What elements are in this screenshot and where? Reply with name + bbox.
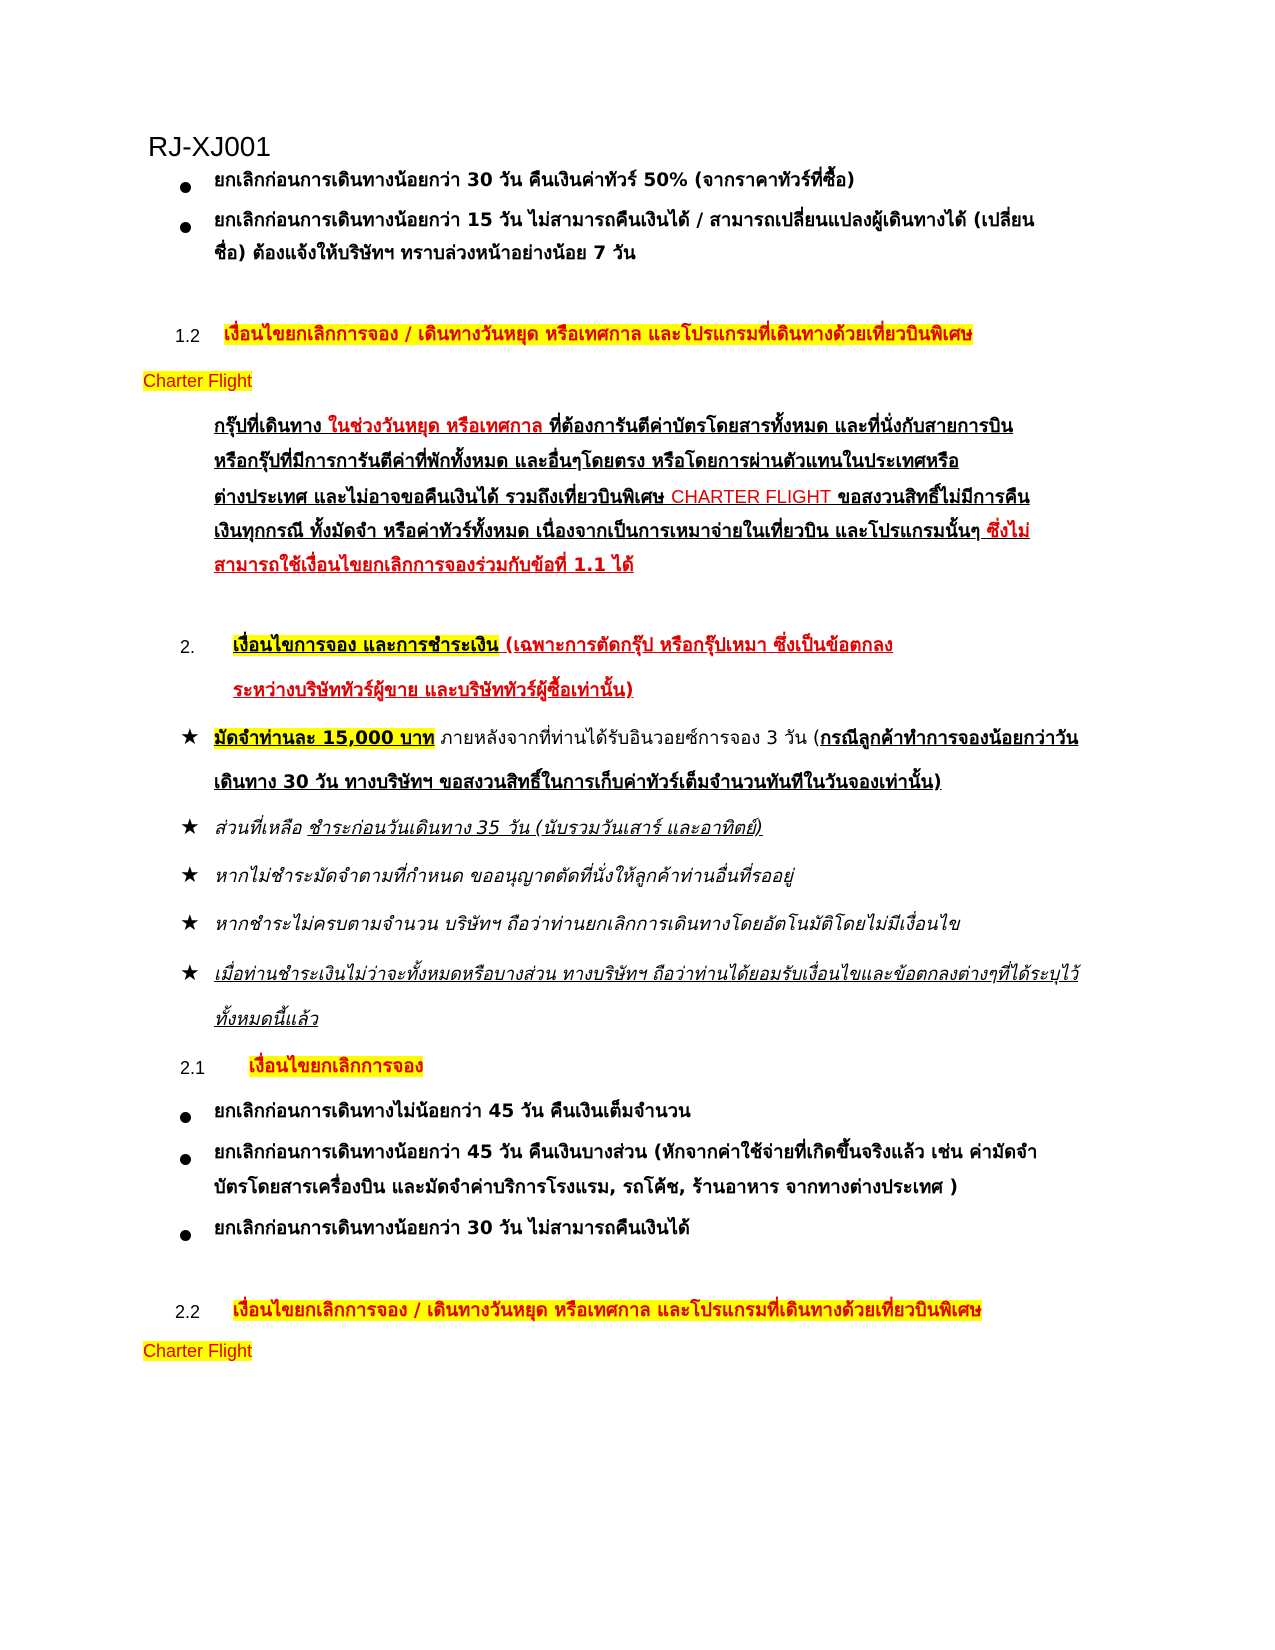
deposit-amount: มัดจำท่านละ 15,000 บาท <box>214 728 435 749</box>
section-1-2-title-text: เงื่อนไขยกเลิกการจอง / เดินทางวันหยุด หรือเทศกาล และโปรแกรมที่เดินทางด้วยเที่ยวบินพิเศษ <box>224 324 973 345</box>
s12-text: ต่างประเทศ และไม่อาจขอคืนเงินได้ รวมถึงเที่ยวบินพิเศษ <box>214 487 672 508</box>
section-2-1-title <box>249 1054 423 1080</box>
acceptance-rule-line-1: เมื่อท่านชำระเงินไม่ว่าจะทั้งหมดหรือบางส่วน ทางบริษัทฯ ถือว่าท่านได้ยอมรับเงื่อนไขและข้อตกลงต่างๆที่ได้ระบุไว้ <box>214 964 1079 985</box>
section-2-2-title-cont <box>143 1337 252 1365</box>
section-number-1-2: 1.2 <box>175 326 201 346</box>
incomplete-payment-rule: หากชำระไม่ครบตามจำนวน บริษัทฯ ถือว่าท่านยกเลิกการเดินทางโดยอัตโนมัติโดยไม่มีเงื่อนไข <box>214 914 960 935</box>
section-2-title <box>233 633 893 659</box>
s12-text: ที่ต้องการันตีค่าบัตรโดยสารทั้งหมด และที่นั่งกับสายการบิน <box>542 416 1014 437</box>
deposit-line-1 <box>214 726 1078 752</box>
s12-para-line-4 <box>214 519 1030 545</box>
section-2-2-title-text: เงื่อนไขยกเลิกการจอง / เดินทางวันหยุด หรือเทศกาล และโปรแกรมที่เดินทางด้วยเที่ยวบินพิเศษ <box>233 1300 982 1321</box>
deposit-condition: กรณีลูกค้าทำการจองน้อยกว่าวัน <box>820 728 1079 749</box>
star-icon: ★ <box>180 815 200 840</box>
s12-red-text: ซึ่งไม่ <box>986 521 1030 542</box>
deposit-line-2: เดินทาง 30 วัน ทางบริษัทฯ ขอสงวนสิทธิ์ในการเก็บค่าทัวร์เต็มจำนวนทันทีในวันจองเท่านั้น) <box>214 772 942 793</box>
star-icon: ★ <box>180 911 200 936</box>
section-number-2-1: 2.1 <box>180 1058 206 1078</box>
charter-flight-inline: CHARTER FLIGHT <box>671 486 832 507</box>
balance-rule <box>214 816 763 842</box>
balance-text: ส่วนที่เหลือ <box>214 818 308 839</box>
section-2-2-title <box>233 1298 982 1324</box>
section-2-note-cont: ระหว่างบริษัททัวร์ผู้ขาย และบริษัททัวร์ผู้ซื้อเท่านั้น) <box>233 680 634 701</box>
charter-flight-label: Charter Flight <box>143 371 253 391</box>
star-icon: ★ <box>180 725 200 750</box>
section-1-2-title <box>224 322 973 348</box>
s12-para-line-1 <box>214 414 1013 440</box>
cancel-rule-45-days: ยกเลิกก่อนการเดินทางไม่น้อยกว่า 45 วัน คืนเงินเต็มจำนวน <box>214 1101 691 1122</box>
star-icon: ★ <box>180 863 200 888</box>
bullet-dot-icon <box>180 182 191 193</box>
section-2-1-title-text: เงื่อนไขยกเลิกการจอง <box>249 1056 424 1077</box>
s12-para-line-3 <box>214 484 1030 511</box>
s12-text: เงินทุกกรณี ทั้งมัดจำ หรือค่าทัวร์ทั้งหมด เนื่องจากเป็นการเหมาจ่ายในเที่ยวบิน และโปรแกรมนั้นๆ <box>214 521 987 542</box>
acceptance-rule-line-2: ทั้งหมดนี้แล้ว <box>214 1009 318 1030</box>
cancel-rule-15-days: ยกเลิกก่อนการเดินทางน้อยกว่า 15 วัน ไม่สามารถคืนเงินได้ / สามารถเปลี่ยนแปลงผู้เดินทางได้ (เปลี่ยน <box>214 210 1035 231</box>
section-number-2-2: 2.2 <box>175 1302 201 1322</box>
section-2-note: (เฉพาะการตัดกรุ๊ป หรือกรุ๊ปเหมา ซึ่งเป็นข้อตกลง <box>498 635 894 656</box>
document-id: RJ-XJ001 <box>148 131 271 162</box>
bullet-dot-icon <box>180 222 191 233</box>
cancel-rule-15-days-cont: ชื่อ) ต้องแจ้งให้บริษัทฯ ทราบล่วงหน้าอย่างน้อย 7 วัน <box>214 243 636 264</box>
unpaid-deposit-rule: หากไม่ชำระมัดจำตามที่กำหนด ขออนุญาตตัดที่นั่งให้ลูกค้าท่านอื่นที่รออยู่ <box>214 866 793 887</box>
cancel-rule-partial-cont: บัตรโดยสารเครื่องบิน และมัดจำค่าบริการโรงแรม, รถโค้ช, ร้านอาหาร จากทางต่างประเทศ ) <box>214 1177 958 1198</box>
star-icon: ★ <box>180 961 200 986</box>
s12-holiday-text: ในช่วงวันหยุด หรือเทศกาล <box>328 416 543 437</box>
bullet-dot-icon <box>180 1112 191 1123</box>
balance-due: ชำระก่อนวันเดินทาง 35 วัน (นับรวมวันเสาร์ และอาทิตย์) <box>307 818 763 839</box>
s12-text: ขอสงวนสิทธิ์ไม่มีการคืน <box>831 487 1030 508</box>
cancel-rule-30-days: ยกเลิกก่อนการเดินทางน้อยกว่า 30 วัน คืนเงินค่าทัวร์ 50% (จากราคาทัวร์ที่ซื้อ) <box>214 170 855 191</box>
deposit-text: ภายหลังจากที่ท่านได้รับอินวอยซ์การจอง 3 วัน ( <box>434 728 821 749</box>
section-1-2-title-cont <box>143 367 252 395</box>
bullet-dot-icon <box>180 1154 191 1165</box>
section-2-title-text: เงื่อนไขการจอง และการชำระเงิน <box>233 635 499 656</box>
s12-para-line-2: หรือกรุ๊ปที่มีการการันตีค่าที่พักทั้งหมด และอื่นๆโดยตรง หรือโดยการผ่านตัวแทนในประเทศหรือ <box>214 451 960 472</box>
cancel-rule-30-days-no-refund: ยกเลิกก่อนการเดินทางน้อยกว่า 30 วัน ไม่สามารถคืนเงินได้ <box>214 1218 690 1239</box>
s12-text: กรุ๊ปที่เดินทาง <box>214 416 329 437</box>
s12-para-line-5: สามารถใช้เงื่อนไขยกเลิกการจองร่วมกับข้อที่ 1.1 ได้ <box>214 555 634 576</box>
bullet-dot-icon <box>180 1230 191 1241</box>
charter-flight-label: Charter Flight <box>143 1341 253 1361</box>
section-number-2: 2. <box>180 637 196 657</box>
cancel-rule-partial: ยกเลิกก่อนการเดินทางน้อยกว่า 45 วัน คืนเงินบางส่วน (หักจากค่าใช้จ่ายที่เกิดขึ้นจริงแล้ว เช่น ค่ามัดจำ <box>214 1142 1038 1163</box>
